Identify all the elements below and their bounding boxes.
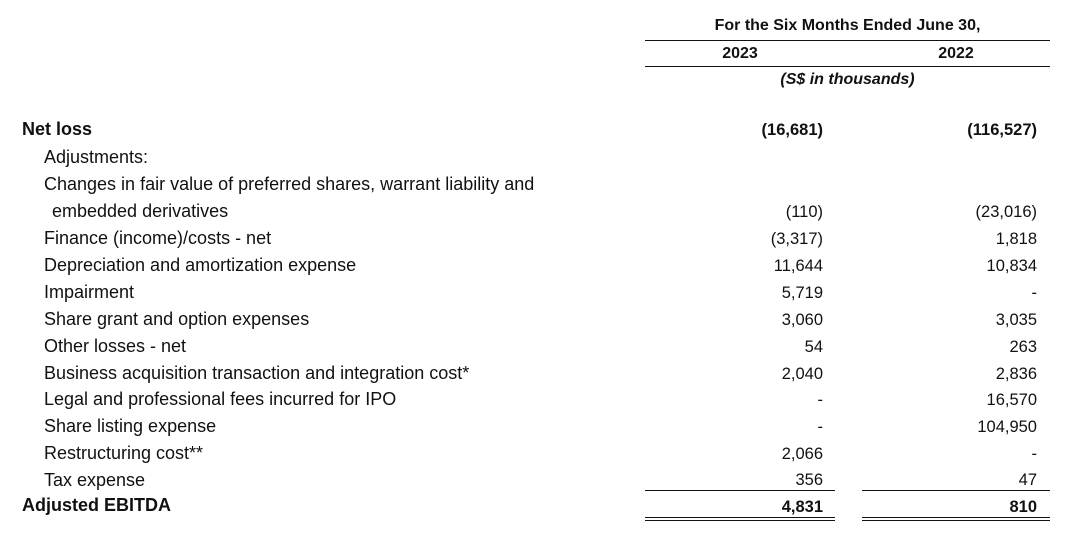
row-label: Changes in fair value of preferred shares, warrant liability and: [44, 174, 535, 194]
subtotal-rule-2023: [645, 490, 835, 491]
row-label: Net loss: [22, 119, 93, 139]
value-2022: (23,016): [975, 203, 1037, 221]
value-2023: 5,719: [781, 284, 823, 302]
units-label: (S$ in thousands): [780, 71, 915, 88]
total-rule-2023-b: [645, 520, 835, 521]
row-label: Share listing expense: [44, 416, 217, 436]
value-2022: 810: [1009, 498, 1037, 516]
value-2023: 2,066: [781, 445, 823, 463]
value-2023: (110): [785, 203, 823, 221]
value-2022: -: [1031, 284, 1037, 302]
value-2023: 4,831: [781, 498, 823, 516]
row-label: Legal and professional fees incurred for IPO: [44, 389, 397, 409]
row-label: Adjustments:: [44, 147, 149, 167]
row-label: Other losses - net: [44, 336, 187, 356]
value-2023: (16,681): [761, 121, 823, 139]
value-2022: 1,818: [995, 230, 1037, 248]
value-2023: (3,317): [770, 230, 823, 248]
row-label: Business acquisition transaction and integration cost*: [44, 363, 470, 383]
value-2022: 263: [1009, 338, 1037, 356]
value-2023: 11,644: [773, 257, 823, 275]
row-label: Share grant and option expenses: [44, 309, 310, 329]
total-rule-2023-a: [645, 517, 835, 518]
value-2023: -: [817, 391, 823, 409]
year-2023-header: 2023: [722, 45, 758, 62]
value-2023: 54: [804, 338, 823, 356]
period-header: For the Six Months Ended June 30,: [714, 17, 981, 34]
header-rule-bottom: [645, 66, 1050, 67]
header-rule-top: [645, 40, 1050, 41]
subtotal-rule-2022: [862, 490, 1050, 491]
value-2022: 2,836: [995, 365, 1037, 383]
year-2022-header: 2022: [938, 45, 974, 62]
row-label: Depreciation and amortization expense: [44, 255, 357, 275]
value-2022: (116,527): [967, 121, 1037, 139]
total-rule-2022-b: [862, 520, 1050, 521]
row-label: embedded derivatives: [52, 201, 229, 221]
value-2023: -: [817, 418, 823, 436]
value-2023: 2,040: [781, 365, 823, 383]
value-2023: 3,060: [781, 311, 823, 329]
row-label: Restructuring cost**: [44, 443, 204, 463]
value-2022: 16,570: [986, 391, 1037, 409]
row-label: Finance (income)/costs - net: [44, 228, 272, 248]
row-label: Impairment: [44, 282, 135, 302]
row-label: Tax expense: [44, 470, 146, 490]
value-2023: 356: [795, 471, 823, 489]
value-2022: 104,950: [977, 418, 1037, 436]
value-2022: -: [1031, 445, 1037, 463]
row-label: Adjusted EBITDA: [22, 495, 172, 515]
value-2022: 10,834: [986, 257, 1037, 275]
total-rule-2022-a: [862, 517, 1050, 518]
value-2022: 3,035: [995, 311, 1037, 329]
value-2022: 47: [1018, 471, 1037, 489]
